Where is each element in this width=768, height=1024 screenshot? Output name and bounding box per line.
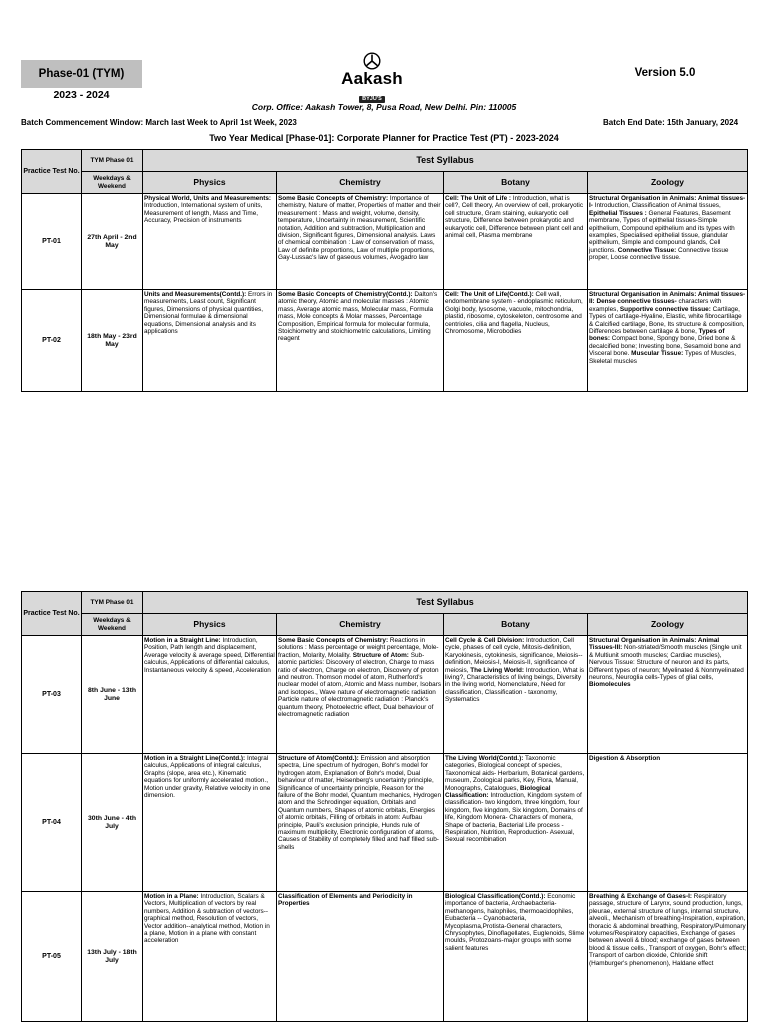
syllabus-topic-heading: Some Basic Concepts of Chemistry:	[278, 195, 389, 202]
header-tym-phase: TYM Phase 01	[82, 592, 143, 614]
syllabus-topic-text: Errors in measurements, Least count, Significant figures, Dimensions of physical quantities, Dimensional formulae & dimensional equations, Dimensional analysis and its applications	[144, 291, 273, 336]
header-zoology: Zoology	[588, 614, 748, 636]
physics-syllabus	[143, 754, 277, 892]
batch-window: Batch Commencement Window: March last Week to April 1st Week, 2023	[21, 118, 297, 127]
practice-test-number: PT-05	[22, 892, 82, 1022]
syllabus-topic-text: General Features, Basement membrane, Types of epithelial tissues-Simple epithelium, Compound epithelium and its types with examples, Specialised epithelial tissue, glandular epithelium, Simple and compound glands, Cell junctions.	[589, 209, 735, 254]
syllabus-topic-heading: Types of bones:	[589, 328, 725, 343]
syllabus-topic-text: Connective tissue proper, Loose connective tissue.	[589, 246, 729, 262]
syllabus-topic-heading: Classification of Elements and Periodicity in Properties	[278, 893, 413, 908]
chemistry-syllabus	[277, 754, 444, 892]
version-label: Version 5.0	[634, 67, 696, 79]
table-row	[22, 754, 748, 892]
syllabus-topic-heading: Cell: The Unit of Life :	[445, 195, 512, 202]
logo-sub-brand: BYJU'S	[359, 96, 385, 103]
aakash-emblem-icon	[361, 52, 383, 70]
header-practice-test-no: Practice Test No.	[22, 592, 82, 636]
syllabus-topic-heading: Biomolecules	[589, 681, 631, 689]
botany-syllabus	[444, 194, 588, 290]
syllabus-topic-heading: Cell Cycle & Cell Division:	[445, 637, 525, 644]
syllabus-topic-text: Reactions in solutions : Mass percentage or weight percentage, Mole-fraction, Molarity, Molality.	[278, 637, 439, 659]
zoology-syllabus	[588, 194, 748, 290]
syllabus-topic-heading: Structure of Atom(Contd.):	[278, 755, 359, 762]
syllabus-topic-text: Respiratory passage, structure of Larynx, sound production, lungs, pleurae, external structure of lungs, internal structure, alveoli., Mechanism of breathing-Inspiration, expiration, thoracic & abdominal breathing, Respiratory/Pulmonary volumes/Respiratory capacities, Exchange of gases between alveoli & blood; exchange of gases between blood & tissue cells., Transport of oxygen, Bohr's effect; Transport of carbon dioxide, Chloride shift (Hamburger's phenomenon), Haldane effect	[589, 893, 747, 967]
corporate-office: Corp. Office: Aakash Tower, 8, Pusa Road, New Delhi. Pin: 110005	[251, 102, 517, 112]
zoology-syllabus	[588, 636, 748, 754]
syllabus-topic-text: Introduction, Cell cycle, phases of cell cycle, Mitosis-definition, Karyokinesis, cytokinesis, significance, Meiosis--definition, Meiosis-I, Meiosis-II, significance of meiosis,	[445, 637, 583, 674]
syllabus-topic-heading: Motion in a Straight Line(Contd.):	[144, 755, 246, 762]
syllabus-topic-text: Taxonomic categories, Biological concept of species, Taxonomical aids- Herbarium, Botanical gardens, museum, Zoological parks, Key, Flora, Manual, Monographs, Catalogues,	[445, 755, 585, 792]
chemistry-syllabus	[277, 892, 444, 1022]
practice-test-number: PT-03	[22, 636, 82, 754]
syllabus-topic-text: Introduction, Kingdom system of classification- two kingdom, three kingdom, four kingdom, five kingdom, Six kingdom, Domains of life, Kingdom Monera- Characters of monera, Shape of bacteria, Bacterial Life process - Respiration, Nutrition, Reproduction- Asexual, Sexual recombination	[445, 792, 583, 844]
header-practice-test-no: Practice Test No.	[22, 150, 82, 194]
planner-title: Two Year Medical [Phase-01]: Corporate Planner for Practice Test (PT) - 2023-2024	[209, 133, 559, 143]
syllabus-topic-text: Types of Muscles, Skeletal muscles	[589, 350, 737, 365]
phase-label: Phase-01 (TYM)	[21, 60, 142, 88]
chemistry-syllabus	[277, 636, 444, 754]
zoology-syllabus	[588, 290, 748, 392]
header-chemistry: Chemistry	[277, 614, 444, 636]
table-row	[22, 892, 748, 1022]
header-weekdays: Weekdays & Weekend	[82, 614, 143, 636]
syllabus-topic-text: Emission and absorption spectra, Line spectrum of hydrogen, Bohr's model for hydrogen atom, Explanation of Bohr's model, Dual behaviour of matter, Heisenberg's uncertainty principle, Significance of uncertainty principle, Reason for the failure of the Bohr model, Quantum mechanics, Hydrogen atom and the Schrodinger equation, Orbitals and Quantum numbers, Shapes of atomic orbitals, Energies of atomic orbitals, Filling of orbitals in atom: Aufbau principle, Pauli's exclusion principle, Hunds rule of maximum multiplicity, Electronic configuration of atoms, Causes of Stability of completely filled and half filled sub-shells	[278, 755, 442, 851]
physics-syllabus	[143, 194, 277, 290]
syllabus-topic-heading: The Living World(Contd.):	[445, 755, 524, 762]
botany-syllabus	[444, 636, 588, 754]
syllabus-topic-text: Cartilage, Types of cartilage-Hyaline, Elastic, white fibrocartilage & Calcified cartilage, Bone, Its structure & composition, Differences between cartilage & bone,	[589, 305, 745, 336]
syllabus-topic-heading: Physical World, Units and Measurements:	[144, 195, 272, 202]
syllabus-topic-heading: Muscular Tissue:	[631, 350, 684, 358]
syllabus-topic-text: Introduction, Classification of Animal tissues,	[592, 202, 721, 210]
syllabus-topic-text: Dalton's atomic theory, Atomic and molecular masses : Atomic mass, Average atomic mass, Molecular mass, Formula mass, Mole concepts & Molar masses, Percentage Composition, Empirical formula for molecular formula, Stoichiometry and stoichiometric calculations, Limiting reagent	[278, 291, 438, 343]
syllabus-topic-heading: Structural Organisation in Animals: Animal tissues-I-	[589, 195, 746, 210]
syllabus-topic-text: Sub-atomic particles: Discovery of electron, Charge to mass ratio of electron, Charge on electron, Discovery of proton and neutron. Thomson model of atom, Rutherford's nuclear model of atom, Atomic and Mass number, Isobars and isotopes., Wave nature of electromagnetic radiation Particle nature of electromagnetic radiation : Planck's quantum theory, Photoelectric effect, Dual behaviour of electromagnetic radiation	[278, 651, 442, 719]
test-dates: 27th April - 2nd May	[82, 194, 143, 290]
practice-test-number: PT-02	[22, 290, 82, 392]
header-chemistry: Chemistry	[277, 172, 444, 194]
header-physics: Physics	[143, 614, 277, 636]
header-tym-phase: TYM Phase 01	[82, 150, 143, 172]
header-botany: Botany	[444, 614, 588, 636]
syllabus-topic-text: Compact bone, Spongy bone, Dried bone & decalcified bone; Investing bone, Sesamoid bone and Visceral bone.	[589, 335, 741, 358]
botany-syllabus	[444, 892, 588, 1022]
header-test-syllabus: Test Syllabus	[143, 150, 748, 172]
syllabus-topic-text: Importance of chemistry, Nature of matter, Properties of matter and their measurement : Mass and weight, volume, density, temperature, Uncertainty in measurement, Scientific notation, Addition and subtraction, Multiplication and division, Significant figures, Dimensional analysis. Laws of chemical combination : Law of conservation of mass, Law of definite proportions, Law of multiple proportions, Gay-Lussac's law of gaseous volumes, Avogadro law	[278, 195, 441, 262]
chemistry-syllabus	[277, 194, 444, 290]
syllabus-topic-heading: Structural Organisation in Animals: Animal Tissues-III:	[589, 637, 720, 652]
test-dates: 30th June - 4th July	[82, 754, 143, 892]
zoology-syllabus	[588, 892, 748, 1022]
batch-end-date: Batch End Date: 15th January, 2024	[603, 118, 739, 127]
test-dates: 18th May - 23rd May	[82, 290, 143, 392]
syllabus-topic-text: Cell wall, endomembrane system - endoplasmic reticulum, Golgi body, lysosome, vacuole, mitochondria, plastid, ribosome, cytoskeleton, centrosome and centrioles, cilia and flagella, Nucleus, Chromosome, Microbodies	[445, 291, 583, 336]
syllabus-topic-text: Integral calculus, Applications of integral calculus, Graphs (slope, area etc.), Kinematic equations for uniformly accelerated motion., Motion under gravity, Relative velocity in one dimension.	[144, 755, 271, 800]
syllabus-topic-text: Introduction, what is cell?, Cell theory, An overview of cell, prokaryotic cell structure, Gram staining, eukaryotic cell structure, Difference between prokaryotic and eukaryotic cell, Difference between plant cell and animal cell, Plasma membrane	[445, 195, 584, 240]
syllabus-topic-heading: The Living World:	[470, 666, 525, 674]
syllabus-topic-text: characters with examples,	[589, 298, 722, 313]
syllabus-topic-heading: Biological Classification(Contd.):	[445, 893, 546, 900]
planner-table-1	[21, 149, 748, 392]
botany-syllabus	[444, 754, 588, 892]
header-botany: Botany	[444, 172, 588, 194]
syllabus-topic-heading: Biological Classification:	[445, 784, 551, 800]
syllabus-topic-heading: Motion in a Straight Line:	[144, 637, 221, 644]
syllabus-topic-text: Introduction, International system of units, Measurement of length, Mass and Time, Accuracy, Precision of instruments	[144, 202, 263, 225]
syllabus-topic-heading: Structure of Atom:	[352, 651, 409, 659]
syllabus-topic-heading: Supportive connective tissue:	[619, 305, 711, 313]
syllabus-topic-heading: Connective Tissue:	[617, 246, 677, 254]
syllabus-topic-heading: Some Basic Concepts of Chemistry(Contd.):	[278, 291, 413, 298]
physics-syllabus	[143, 636, 277, 754]
chemistry-syllabus	[277, 290, 444, 392]
practice-test-number: PT-01	[22, 194, 82, 290]
header-physics: Physics	[143, 172, 277, 194]
test-dates: 13th July - 18th July	[82, 892, 143, 1022]
header-zoology: Zoology	[588, 172, 748, 194]
syllabus-topic-heading: Motion in a Plane:	[144, 893, 199, 900]
syllabus-topic-text: Non-striated/Smooth muscles (Single unit & Multiunit smooth muscles; Cardiac muscles), Nervous Tissue: Structure of neuron and its parts, Different types of neuron; Myelinated & Nonmyelinated neurons, Neuroglia cells-Types of glial cells,	[589, 644, 744, 682]
table-row	[22, 290, 748, 392]
syllabus-topic-text: Introduction, What is living?, Characteristics of living beings, Diversity in the living world, Nomenclature, Need for classification, Classification - taxonomy, Systematics	[445, 666, 585, 704]
test-dates: 8th June - 13th June	[82, 636, 143, 754]
syllabus-topic-heading: Epithelial Tissues :	[589, 209, 647, 217]
syllabus-topic-heading: Some Basic Concepts of Chemistry:	[278, 637, 389, 644]
syllabus-topic-heading: Breathing & Exchange of Gases-I:	[589, 893, 692, 900]
table-row	[22, 194, 748, 290]
syllabus-topic-text: Introduction, Position, Path length and displacement, Average velocity & average speed, Differential calculus, Applications of differential calculus, Instantaneous velocity & speed, Acceleration	[144, 637, 275, 674]
syllabus-topic-heading: Units and Measurements(Contd.):	[144, 291, 247, 298]
physics-syllabus	[143, 290, 277, 392]
physics-syllabus	[143, 892, 277, 1022]
botany-syllabus	[444, 290, 588, 392]
syllabus-topic-text: Economic importance of bacteria, Archaebacteria-methanogens, halophiles, thermoacidophiles, Eubacteria -- Cyanobacteria, Mycoplasma,Protista-General characters, Chrysophytes, Dinoflagellates, Euglenoids, Slime moulds, Protozoans-major groups with some salient features	[445, 893, 585, 952]
practice-test-number: PT-04	[22, 754, 82, 892]
zoology-syllabus	[588, 754, 748, 892]
syllabus-topic-heading: Structural Organisation in Animals: Animal tissues-II: Dense connective tissues-	[589, 291, 746, 306]
header-test-syllabus: Test Syllabus	[143, 592, 748, 614]
planner-table-2	[21, 591, 748, 1022]
syllabus-topic-heading: Cell: The Unit of Life(Contd.):	[445, 291, 534, 298]
academic-year: 2023 - 2024	[53, 89, 110, 101]
syllabus-topic-heading: Digestion & Absorption	[589, 755, 661, 762]
table-row	[22, 636, 748, 754]
aakash-logo	[331, 52, 413, 102]
syllabus-topic-text: Introduction, Scalars & Vectors, Multiplication of vectors by real numbers, Addition & subtraction of vectors--graphical method, Resolution of vectors, Vector addition--analytical method, Motion in a plane, Motion in a plane with constant acceleration	[144, 893, 270, 945]
header-weekdays: Weekdays & Weekend	[82, 172, 143, 194]
logo-wordmark: Aakash	[341, 69, 403, 88]
